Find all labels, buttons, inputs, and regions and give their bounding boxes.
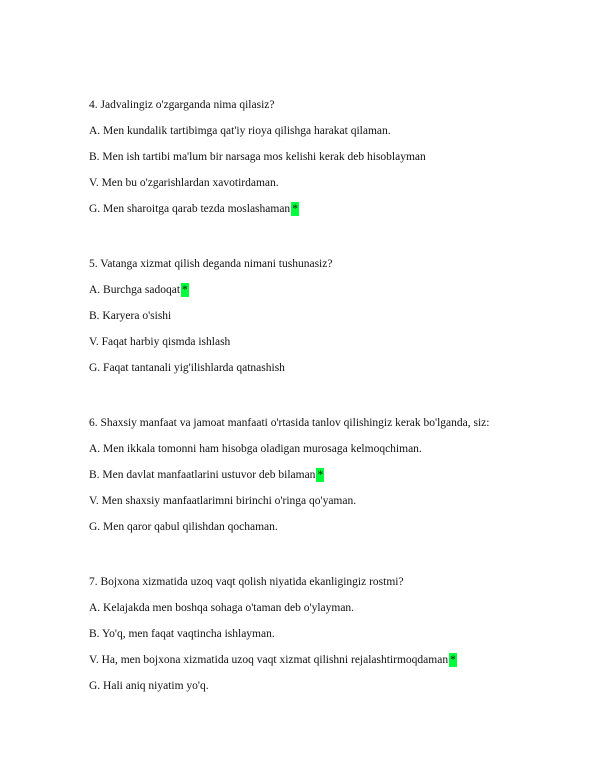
answer-option-selected <box>89 647 569 673</box>
answer-option <box>89 436 569 462</box>
option-text: B. Karyera o'sishi <box>89 310 172 322</box>
answer-option-selected <box>89 277 569 303</box>
question-prompt: 4. Jadvalingiz o'zgarganda nima qilasiz? <box>89 99 275 111</box>
correct-answer-marker: * <box>317 469 324 481</box>
answer-option <box>89 514 569 540</box>
answer-option <box>89 673 569 699</box>
question-prompt: 7. Bojxona xizmatida uzoq vaqt qolish niyatida ekanligingiz rostmi? <box>89 576 404 588</box>
option-text: B. Men davlat manfaatlarini ustuvor deb bilaman <box>89 469 316 481</box>
option-text: G. Hali aniq niyatim yo'q. <box>89 680 209 692</box>
option-text: G. Faqat tantanali yig'ilishlarda qatnashish <box>89 362 285 374</box>
option-text: A. Men kundalik tartibimga qat'iy rioya qilishga harakat qilaman. <box>89 125 391 137</box>
answer-option <box>89 303 569 329</box>
option-text: A. Burchga sadoqat <box>89 284 181 296</box>
answer-option <box>89 595 569 621</box>
answer-option <box>89 355 569 381</box>
option-text: V. Men shaxsiy manfaatlarimni birinchi o'ringa qo'yaman. <box>89 495 357 507</box>
document-page <box>89 92 569 728</box>
answer-option <box>89 144 569 170</box>
option-text: A. Men ikkala tomonni ham hisobga oladigan murosaga kelmoqchiman. <box>89 443 422 455</box>
question-prompt: 5. Vatanga xizmat qilish deganda nimani tushunasiz? <box>89 258 333 270</box>
answer-option <box>89 329 569 355</box>
question-5 <box>89 251 569 381</box>
question-6 <box>89 410 569 540</box>
answer-option <box>89 621 569 647</box>
option-text: B. Yo'q, men faqat vaqtincha ishlayman. <box>89 628 275 640</box>
option-text: V. Faqat harbiy qismda ishlash <box>89 336 231 348</box>
option-text: B. Men ish tartibi ma'lum bir narsaga mos kelishi kerak deb hisoblayman <box>89 151 426 163</box>
option-text: V. Men bu o'zgarishlardan xavotirdaman. <box>89 177 279 189</box>
option-text: G. Men qaror qabul qilishdan qochaman. <box>89 521 278 533</box>
option-text: G. Men sharoitga qarab tezda moslashaman <box>89 203 291 215</box>
option-text: A. Kelajakda men boshqa sohaga o'taman deb o'ylayman. <box>89 602 355 614</box>
answer-option-selected <box>89 196 569 222</box>
question-4 <box>89 92 569 222</box>
answer-option <box>89 488 569 514</box>
correct-answer-marker: * <box>292 203 298 215</box>
answer-option <box>89 118 569 144</box>
correct-answer-marker: * <box>450 654 456 666</box>
correct-answer-marker: * <box>182 284 188 296</box>
question-7 <box>89 569 569 699</box>
answer-option <box>89 170 569 196</box>
question-prompt: 6. Shaxsiy manfaat va jamoat manfaati o'rtasida tanlov qilishingiz kerak bo'lganda, siz: <box>89 417 490 429</box>
option-text: V. Ha, men bojxona xizmatida uzoq vaqt xizmat qilishni rejalashtirmoqdaman <box>89 654 449 666</box>
answer-option-selected <box>89 462 569 488</box>
